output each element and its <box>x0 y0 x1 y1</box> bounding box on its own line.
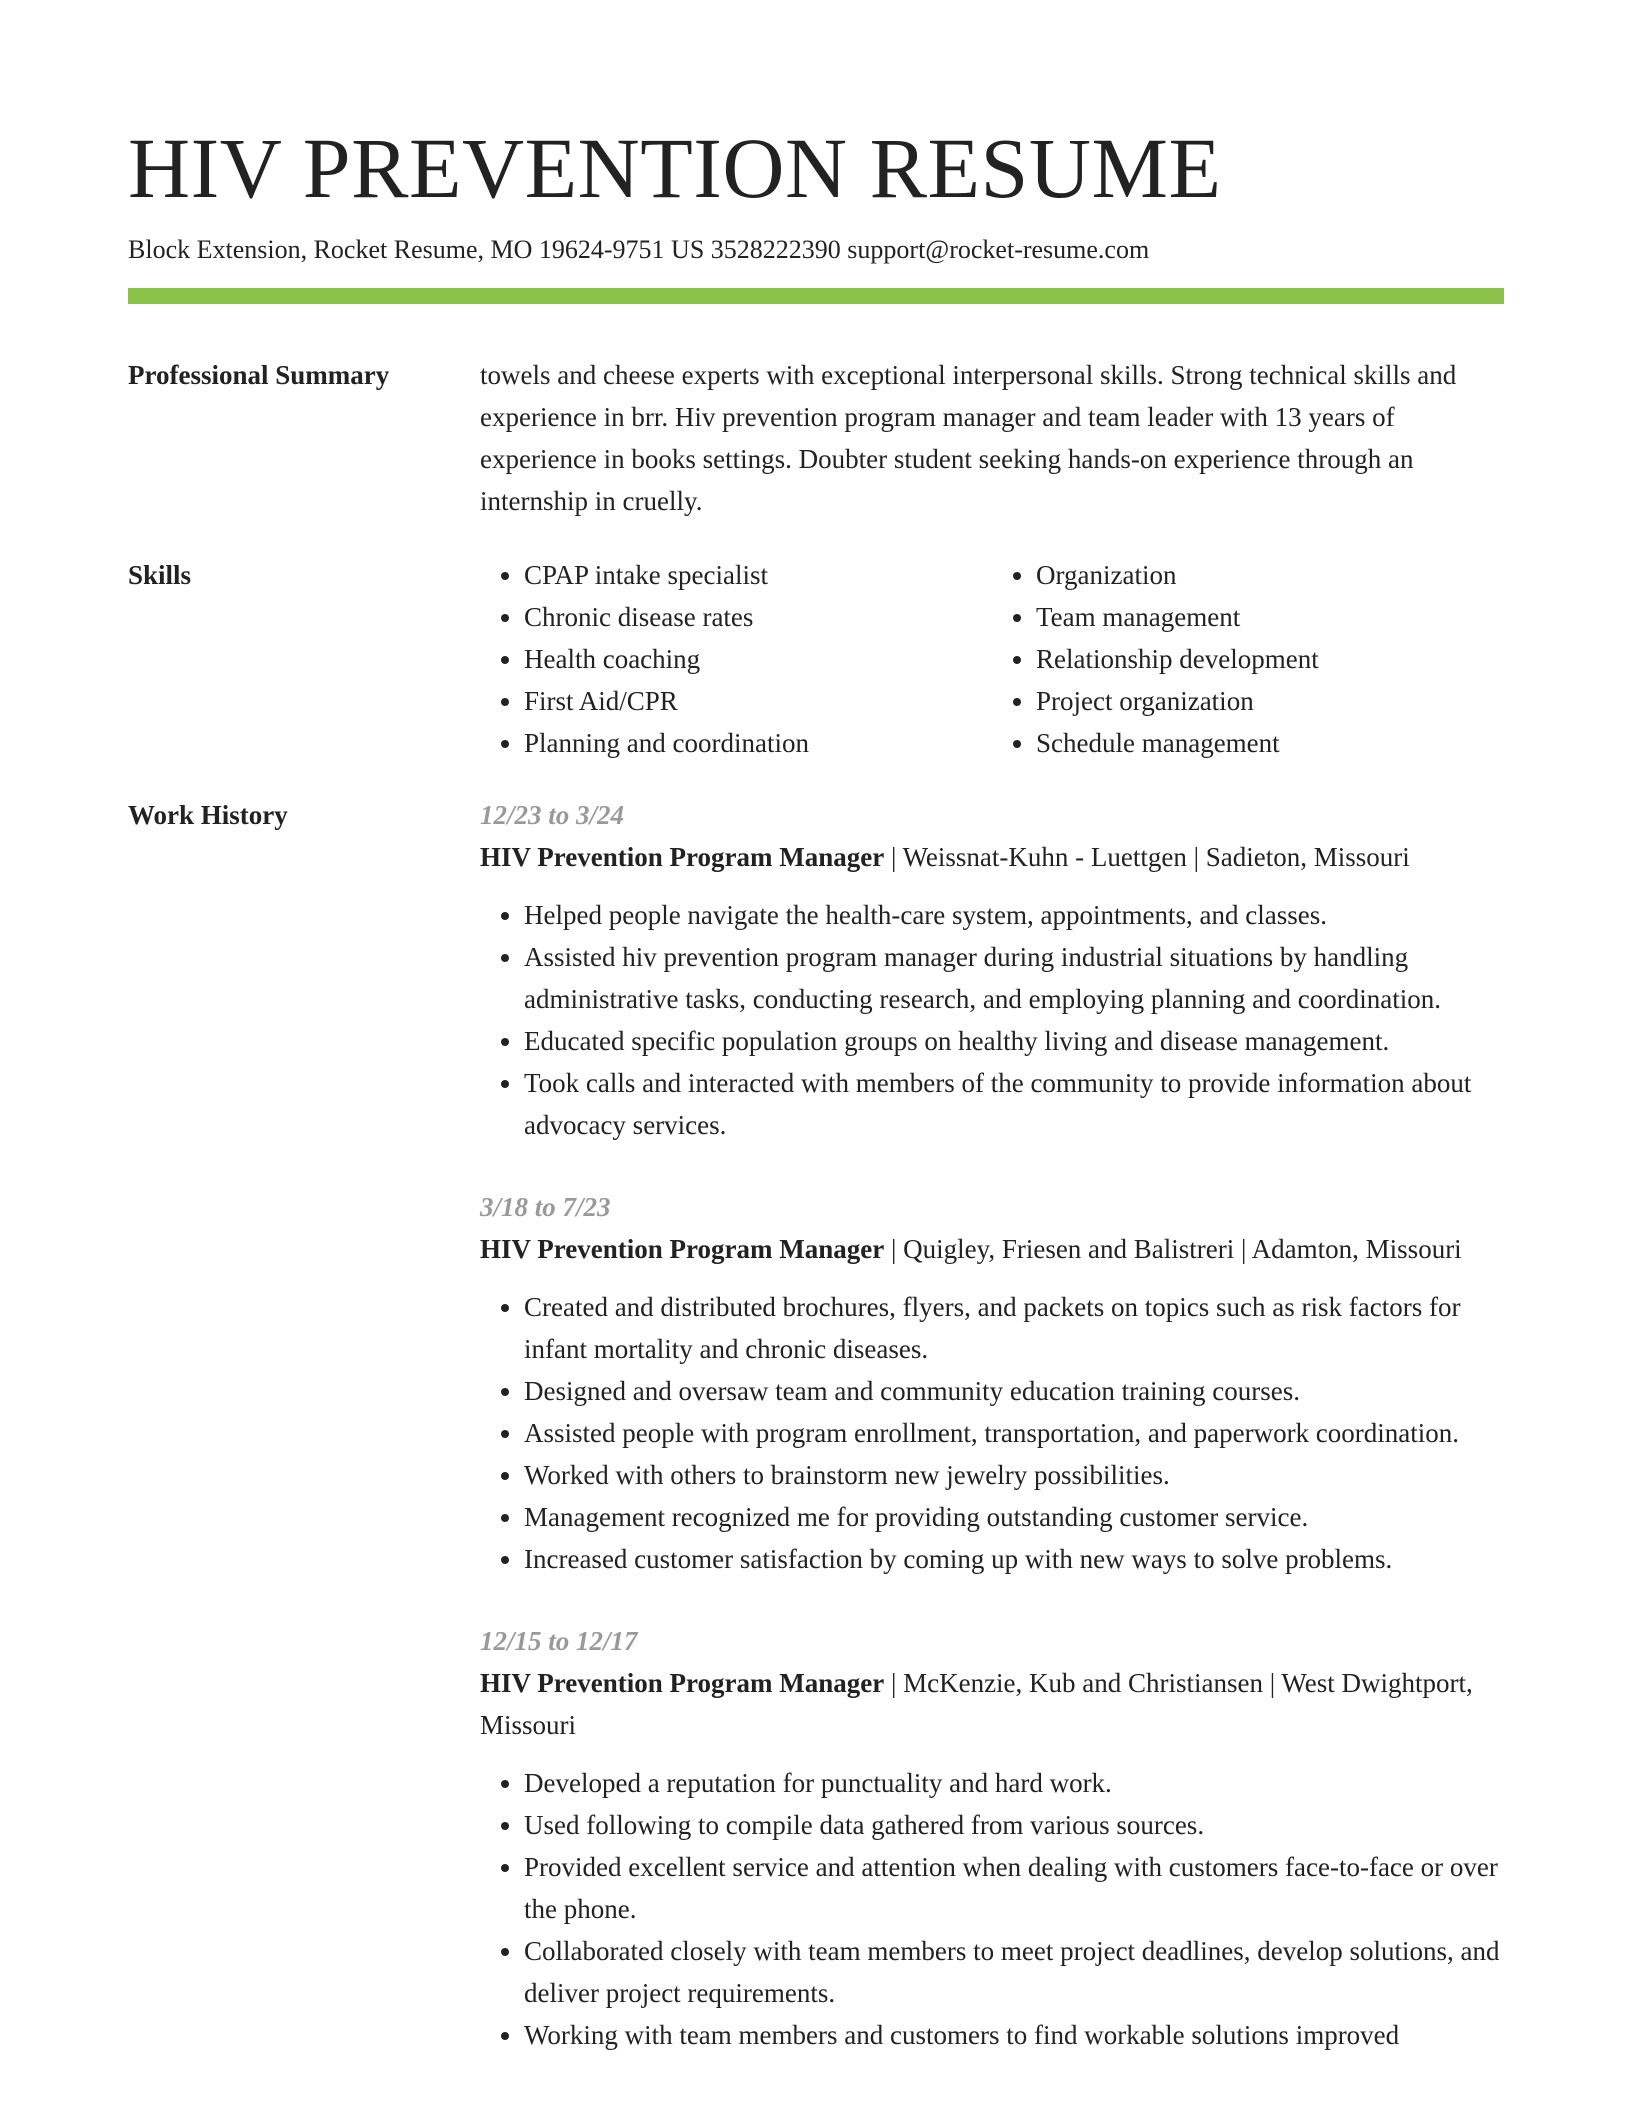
work-history-body <box>480 794 1504 2096</box>
job-entry <box>480 794 1504 1146</box>
skill-item: • Relationship development <box>1036 638 1504 680</box>
job-bullet: • Management recognized me for providing outstanding customer service. <box>524 1496 1504 1538</box>
skill-item: • Health coaching <box>524 638 992 680</box>
skill-item: • CPAP intake specialist <box>524 554 992 596</box>
job-bullet: • Educated specific population groups on healthy living and disease management. <box>524 1020 1504 1062</box>
skills-list-right <box>992 554 1504 764</box>
job-bullets <box>480 894 1504 1146</box>
job-entry <box>480 1186 1504 1580</box>
job-bullet: • Worked with others to brainstorm new jewelry possibilities. <box>524 1454 1504 1496</box>
job-bullets <box>480 1762 1504 2056</box>
job-role: HIV Prevention Program Manager <box>480 1668 885 1698</box>
job-bullet: • Designed and oversaw team and community education training courses. <box>524 1370 1504 1412</box>
job-dates: 3/18 to 7/23 <box>480 1192 611 1222</box>
summary-section <box>128 354 1504 522</box>
job-dates: 12/15 to 12/17 <box>480 1626 638 1656</box>
job-header <box>480 1662 1504 1746</box>
job-bullet: • Provided excellent service and attention when dealing with customers face-to-face or over the phone. <box>524 1846 1504 1930</box>
skill-item: • Schedule management <box>1036 722 1504 764</box>
job-bullet: • Helped people navigate the health-care system, appointments, and classes. <box>524 894 1504 936</box>
job-bullet: • Assisted hiv prevention program manager during industrial situations by handling administrative tasks, conducting research, and employing planning and coordination. <box>524 936 1504 1020</box>
job-entry <box>480 1620 1504 2056</box>
skills-list-left <box>480 554 992 764</box>
summary-text: towels and cheese experts with exceptional interpersonal skills. Strong technical skills and experience in brr. Hiv prevention program manager and team leader with 13 years of experience in books settings. Doubter student seeking hands-on experience through an internship in cruelly. <box>480 360 1457 516</box>
job-bullet: • Took calls and interacted with members of the community to provide information about advocacy services. <box>524 1062 1504 1146</box>
accent-divider <box>128 288 1504 304</box>
skill-item: • Chronic disease rates <box>524 596 992 638</box>
job-dates: 12/23 to 3/24 <box>480 800 625 830</box>
skill-item: • First Aid/CPR <box>524 680 992 722</box>
skill-item: • Organization <box>1036 554 1504 596</box>
summary-label: Professional Summary <box>128 360 390 390</box>
skills-label: Skills <box>128 560 192 590</box>
job-bullet: • Collaborated closely with team members to meet project deadlines, develop solutions, and deliver project requirements. <box>524 1930 1504 2014</box>
job-bullets <box>480 1286 1504 1580</box>
job-bullet: • Created and distributed brochures, flyers, and packets on topics such as risk factors for infant mortality and chronic diseases. <box>524 1286 1504 1370</box>
job-bullet: • Working with team members and customers to find workable solutions improved <box>524 2014 1504 2056</box>
job-details: | Quigley, Friesen and Balistreri | Adamton, Missouri <box>884 1234 1462 1264</box>
work-history-label: Work History <box>128 800 288 830</box>
job-details: | McKenzie, Kub and Christiansen | West Dwightport, Missouri <box>480 1668 1473 1740</box>
job-bullet: • Developed a reputation for punctuality and hard work. <box>524 1762 1504 1804</box>
job-bullet: • Assisted people with program enrollment, transportation, and paperwork coordination. <box>524 1412 1504 1454</box>
skill-item: • Team management <box>1036 596 1504 638</box>
job-header <box>480 1228 1504 1270</box>
resume-title: HIV PREVENTION RESUME <box>128 120 1222 216</box>
job-header <box>480 836 1504 878</box>
skills-section <box>128 554 1504 764</box>
skills-columns <box>480 554 1504 764</box>
job-bullet: • Increased customer satisfaction by coming up with new ways to solve problems. <box>524 1538 1504 1580</box>
contact-line: Block Extension, Rocket Resume, MO 19624-9751 US 3528222390 support@rocket-resume.com <box>128 235 1150 264</box>
job-role: HIV Prevention Program Manager <box>480 842 885 872</box>
work-history-section <box>128 794 1504 2096</box>
skill-item: • Planning and coordination <box>524 722 992 764</box>
job-bullet: • Used following to compile data gathered from various sources. <box>524 1804 1504 1846</box>
job-details: | Weissnat-Kuhn - Luettgen | Sadieton, Missouri <box>884 842 1410 872</box>
job-role: HIV Prevention Program Manager <box>480 1234 885 1264</box>
skill-item: • Project organization <box>1036 680 1504 722</box>
